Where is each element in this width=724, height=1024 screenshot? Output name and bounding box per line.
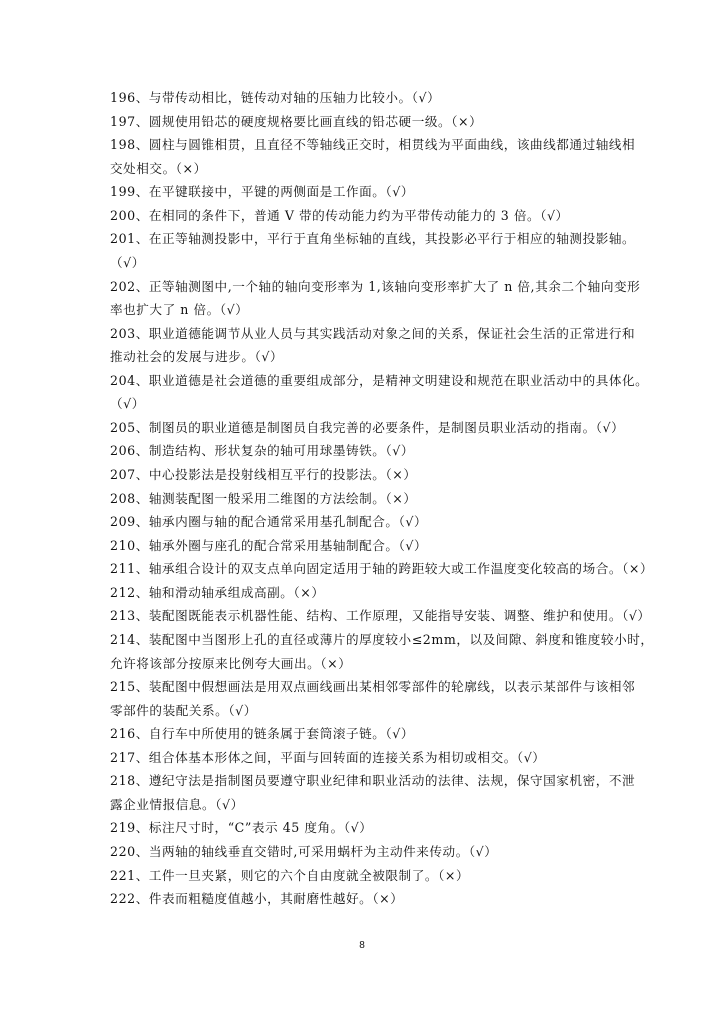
question-text-line: 196、与带传动相比，链传动对轴的压轴力比较小。（√） <box>110 90 441 105</box>
question-text-line: 交处相交。（×） <box>110 160 207 176</box>
question-text-line: 允许将该部分按原来比例夸大画出。（×） <box>110 655 352 671</box>
question-item <box>110 604 651 628</box>
question-text-line: 222、件表而粗糙度值越小，其耐磨性越好。（×） <box>110 891 404 907</box>
question-item <box>110 534 616 558</box>
question-item <box>110 110 616 134</box>
question-item <box>110 722 616 746</box>
question-text-line: 199、在平键联接中，平键的两侧面是工作面。（√） <box>110 184 414 200</box>
question-text-line: 218、遵纪守法是指制图员要遵守职业纪律和职业活动的法律、法规，保守国家机密，不泄 <box>110 773 636 789</box>
question-text-line: 198、圆柱与圆锥相贯，且直径不等轴线正交时，相贯线为平面曲线，该曲线都通过轴线相 <box>110 137 636 153</box>
question-text-line: 210、轴承外圈与座孔的配合常采用基轴制配合。（√） <box>110 537 428 553</box>
question-item <box>110 816 616 840</box>
question-item <box>110 133 636 180</box>
question-text-line: 202、正等轴测图中,一个轴的轴向变形率为 1,该轴向变形率扩大了 n 倍,其余二个轴向变形 <box>110 278 641 294</box>
question-item <box>110 581 616 605</box>
question-text-line: 204、职业道德是社会道德的重要组成部分，是精神文明建设和规范在职业活动中的具体化。 <box>110 372 649 388</box>
question-item <box>110 204 616 228</box>
question-text-line: 205、制图员的职业道德是制图员自我完善的必要条件，是制图员职业活动的指南。（√） <box>110 419 625 435</box>
question-text-line: 推动社会的发展与进步。（√） <box>110 349 284 365</box>
question-text-line: 201、在正等轴测投影中，平行于直角坐标轴的直线，其投影必平行于相应的轴测投影轴。 <box>110 231 636 247</box>
question-item <box>110 463 616 487</box>
question-text-line: 206、制造结构、形状复杂的轴可用球墨铸铁。（√） <box>110 443 414 459</box>
question-text-line: 零部件的装配关系。（√） <box>110 702 257 718</box>
question-item <box>110 439 616 463</box>
question-text-line: 215、装配图中假想画法是用双点画线画出某相邻零部件的轮廓线，以表示某部件与该相邻 <box>110 679 636 695</box>
question-text-line: 露企业情报信息。（√） <box>110 796 244 812</box>
question-list <box>110 86 654 911</box>
question-text-line: （√） <box>110 396 145 412</box>
question-item <box>110 86 616 110</box>
question-text-line: 216、自行车中所使用的链条属于套筒滚子链。（√） <box>110 726 414 742</box>
question-text-line: 211、轴承组合设计的双支点单向固定适用于轴的跨距较大或工作温度变化较高的场合。（×） <box>110 561 654 577</box>
question-item <box>110 416 625 440</box>
question-item <box>110 675 636 722</box>
question-text-line: 217、组合体基本形体之间，平面与回转面的连接关系为相切或相交。（√） <box>110 749 546 765</box>
question-item <box>110 487 616 511</box>
question-text-line: 212、轴和滑动轴承组成高副。（×） <box>110 584 325 600</box>
question-text-line: 197、圆规使用铅芯的硬度规格要比画直线的铅芯硬一级。（×） <box>110 113 483 129</box>
question-text-line: 213、装配图既能表示机器性能、结构、工作原理，又能指导安装、调整、维护和使用。（√） <box>110 608 651 624</box>
question-item <box>110 322 636 369</box>
question-item <box>110 864 616 888</box>
question-item <box>110 227 636 274</box>
question-item <box>110 557 654 581</box>
question-text-line: （√） <box>110 254 145 270</box>
question-item <box>110 180 616 204</box>
page-number: 8 <box>359 940 365 951</box>
question-text-line: 率也扩大了 n 倍。（√） <box>110 302 249 318</box>
question-item <box>110 369 649 416</box>
question-text-line: 208、轴测装配图一般采用二维图的方法绘制。（×） <box>110 490 417 506</box>
question-text-line: 220、当两轴的轴线垂直交错时,可采用蜗杆为主动件来传动。（√） <box>110 844 498 859</box>
question-text-line: 209、轴承内圈与轴的配合通常采用基孔制配合。（√） <box>110 514 428 530</box>
question-item <box>110 746 616 770</box>
question-text-line: 207、中心投影法是投射线相互平行的投影法。（×） <box>110 467 417 482</box>
question-text-line: 203、职业道德能调节从业人员与其实践活动对象之间的关系，保证社会生活的正常进行和 <box>110 325 636 341</box>
question-item <box>110 510 616 534</box>
question-text-line: 221、工件一旦夹紧，则它的六个自由度就全被限制了。（×） <box>110 867 470 883</box>
question-item <box>110 275 641 322</box>
question-item <box>110 628 654 675</box>
question-text-line: 200、在相同的条件下，普通 V 带的传动能力约为平带传动能力的 3 倍。（√） <box>110 207 569 223</box>
question-item <box>110 887 616 911</box>
question-text-line: 214、装配图中当图形上孔的直径或薄片的厚度较小≤2mm，以及间隙、斜度和锥度较小时， <box>110 631 654 647</box>
question-text-line: 219、标注尺寸时，“C”表示 45 度角。（√） <box>110 820 373 836</box>
question-item <box>110 840 616 864</box>
question-item <box>110 769 636 816</box>
